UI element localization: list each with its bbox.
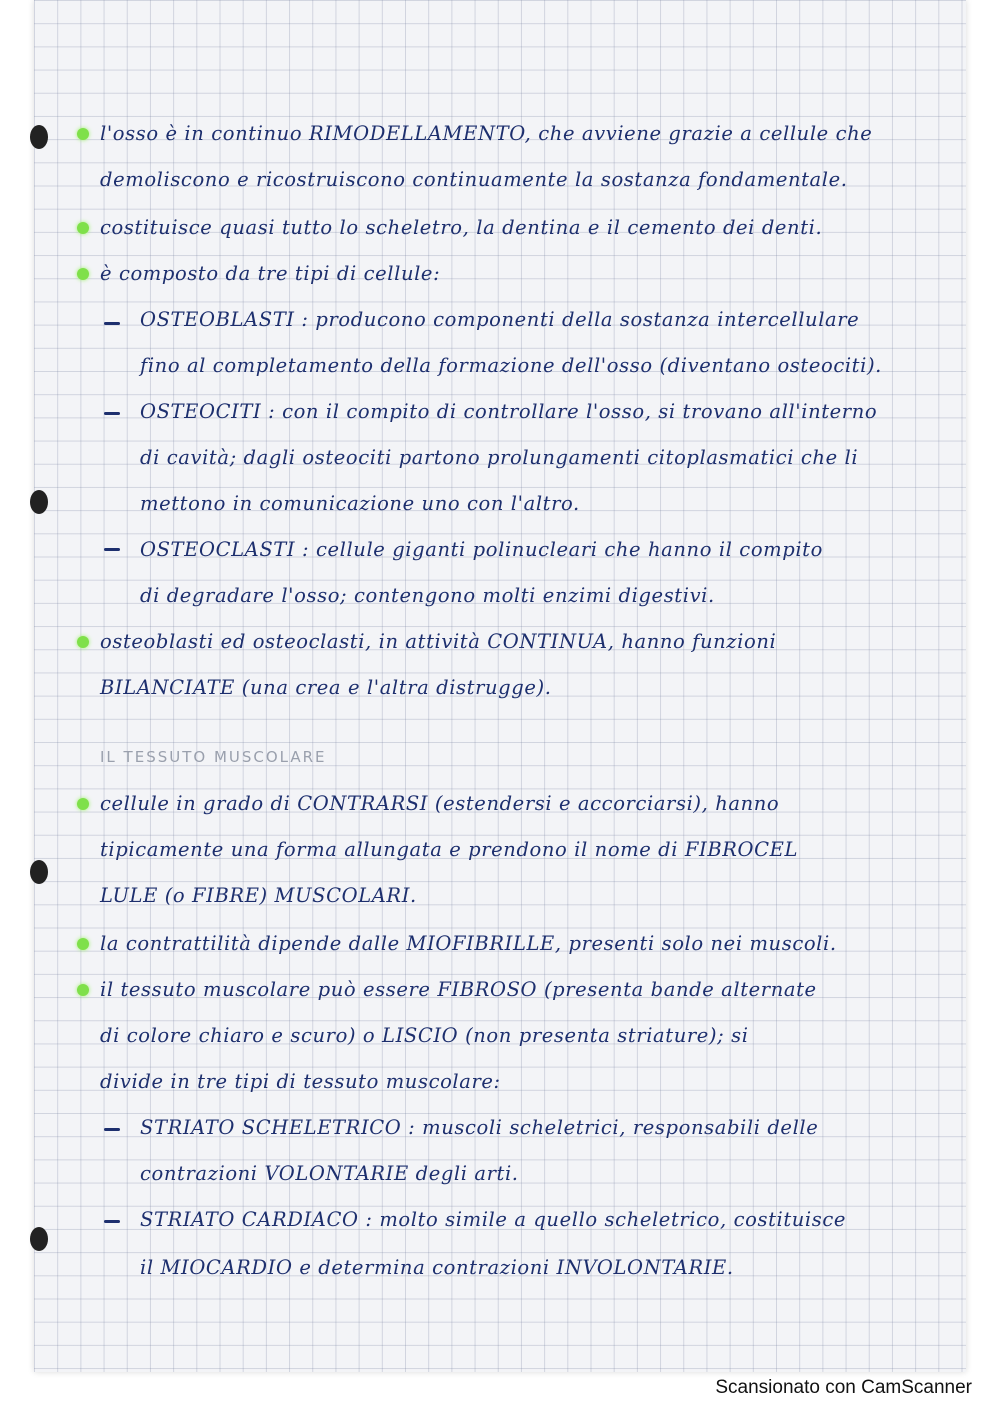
note-line: divide in tre tipi di tessuto muscolare: [100,1070,501,1093]
binder-hole [30,125,48,149]
scanner-watermark: Scansionato con CamScanner [715,1377,972,1398]
section-heading: IL TESSUTO MUSCOLARE [100,748,327,766]
note-line: il MIOCARDIO e determina contrazioni INVOLONTARIE. [140,1256,734,1279]
note-line: OSTEOCLASTI : cellule giganti polinucleari che hanno il compito [140,538,823,561]
list-dash [104,1128,120,1131]
binder-hole [30,1227,48,1251]
note-line: di colore chiaro e scuro) o LISCIO (non presenta striature); si [100,1024,749,1047]
binder-hole [30,860,48,884]
note-line: di cavità; dagli osteociti partono prolungamenti citoplasmatici che li [140,446,859,469]
note-line: l'osso è in continuo RIMODELLAMENTO, che avviene grazie a cellule che [100,122,873,145]
bullet-point [77,268,89,280]
note-line: il tessuto muscolare può essere FIBROSO (presenta bande alternate [100,978,817,1001]
note-line: mettono in comunicazione uno con l'altro. [140,492,580,515]
bullet-point [77,636,89,648]
list-dash [104,412,120,415]
note-line: la contrattilità dipende dalle MIOFIBRILLE, presenti solo nei muscoli. [100,932,837,955]
note-line: demoliscono e ricostruiscono continuamente la sostanza fondamentale. [100,168,848,191]
note-line: LULE (o FIBRE) MUSCOLARI. [100,884,417,907]
note-line: tipicamente una forma allungata e prendono il nome di FIBROCEL [100,838,799,861]
list-dash [104,1220,120,1223]
note-line: costituisce quasi tutto lo scheletro, la dentina e il cemento dei denti. [100,216,823,239]
list-dash [104,322,120,325]
bullet-point [77,798,89,810]
note-line: è composto da tre tipi di cellule: [100,262,441,285]
binder-hole [30,490,48,514]
note-line: osteoblasti ed osteoclasti, in attività CONTINUA, hanno funzioni [100,630,777,653]
note-line: di degradare l'osso; contengono molti enzimi digestivi. [140,584,715,607]
note-line: BILANCIATE (una crea e l'altra distrugge). [100,676,552,699]
note-line: OSTEOCITI : con il compito di controllare l'osso, si trovano all'interno [140,400,878,423]
bullet-point [77,222,89,234]
bullet-point [77,984,89,996]
note-line: cellule in grado di CONTRARSI (estendersi e accorciarsi), hanno [100,792,780,815]
note-line: contrazioni VOLONTARIE degli arti. [140,1162,519,1185]
bullet-point [77,128,89,140]
note-line: STRIATO CARDIACO : molto simile a quello scheletrico, costituisce [140,1208,847,1231]
note-line: fino al completamento della formazione dell'osso (diventano osteociti). [140,354,882,377]
bullet-point [77,938,89,950]
note-line: OSTEOBLASTI : producono componenti della sostanza intercellulare [140,308,860,331]
note-line: STRIATO SCHELETRICO : muscoli scheletrici, responsabili delle [140,1116,819,1139]
list-dash [104,548,120,551]
